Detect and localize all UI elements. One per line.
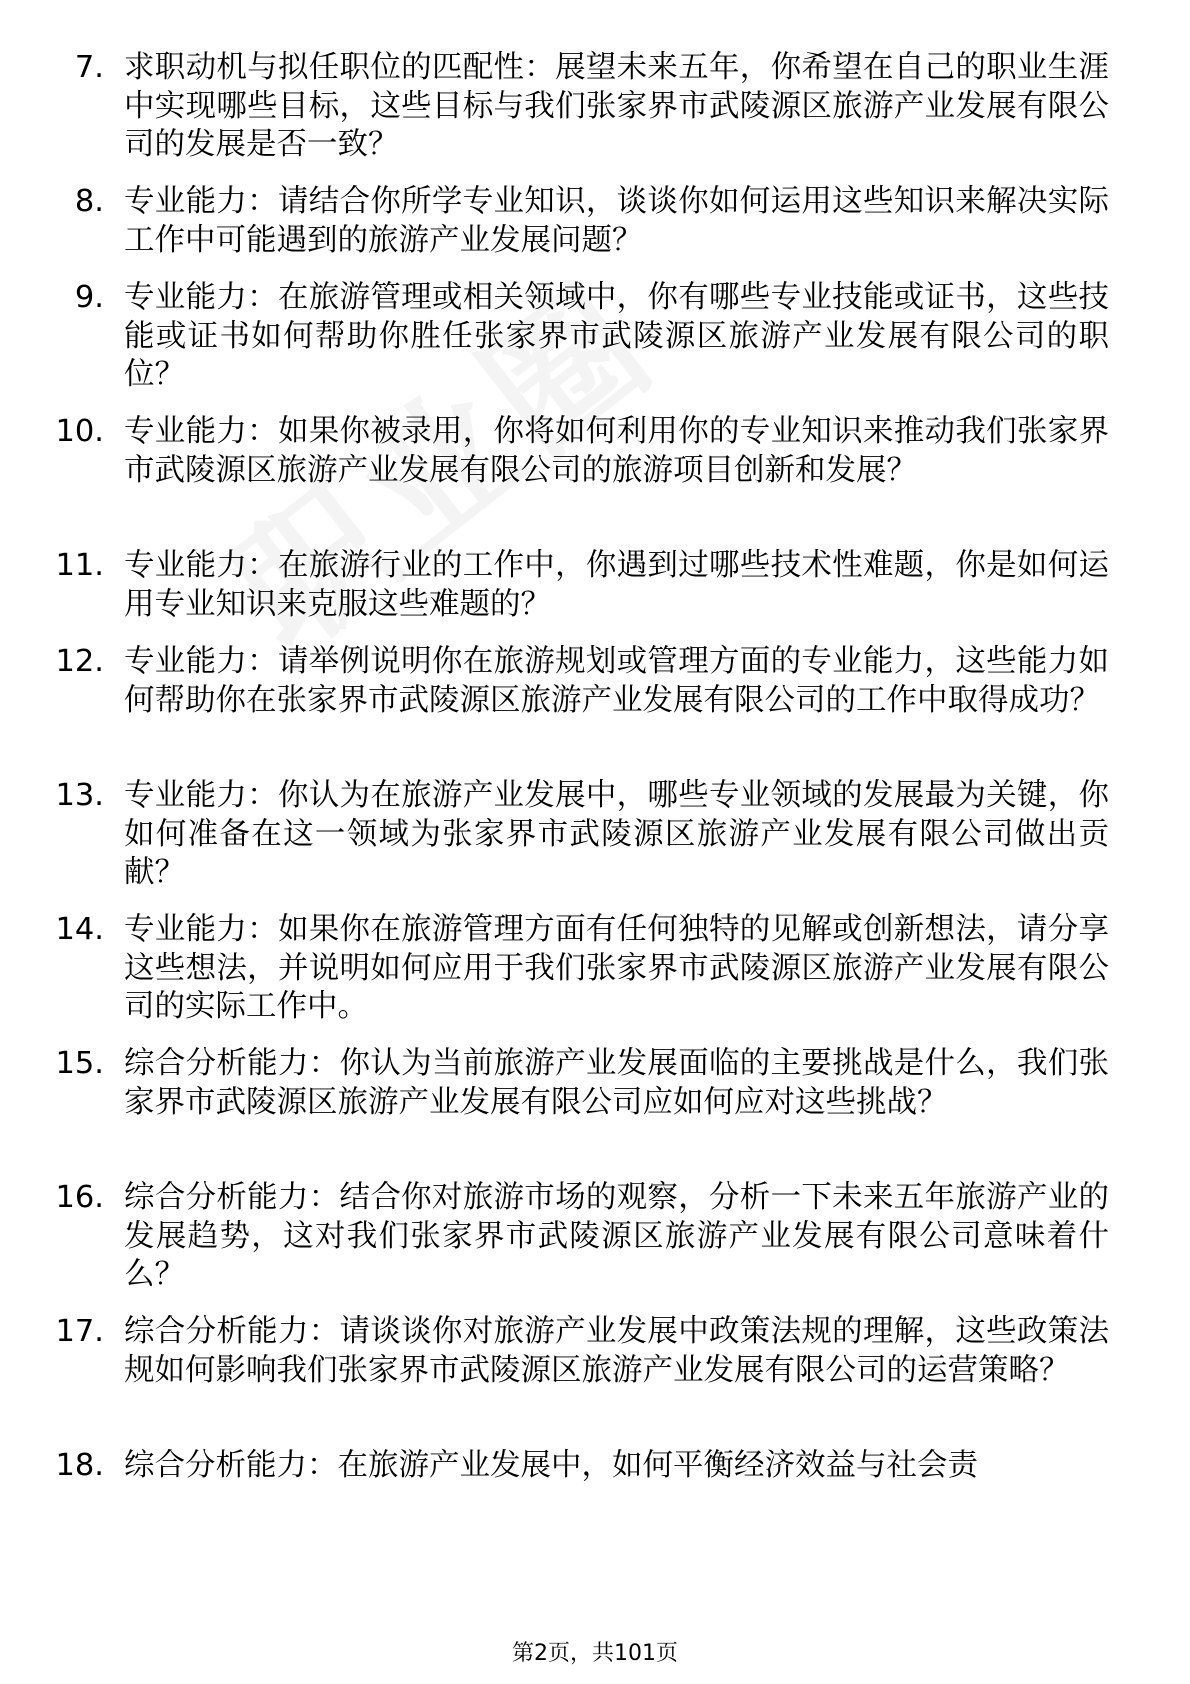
question-text: 专业能力：在旅游管理或相关领域中，你有哪些专业技能或证书，这些技能或证书如何帮助你胜任张家界市武陵源区旅游产业发展有限公司的职位？	[124, 280, 1109, 392]
question-number: 13.	[55, 778, 104, 813]
question-number: 11.	[55, 548, 104, 583]
question-text: 综合分析能力：在旅游产业发展中，如何平衡经济效益与社会责	[124, 1448, 978, 1483]
question-number: 14.	[55, 912, 104, 947]
question-text: 综合分析能力：你认为当前旅游产业发展面临的主要挑战是什么，我们张家界市武陵源区旅游产业发展有限公司应如何应对这些挑战？	[124, 1046, 1109, 1120]
question-number: 7.	[74, 50, 104, 85]
question-text: 专业能力：请举例说明你在旅游规划或管理方面的专业能力，这些能力如何帮助你在张家界市武陵源区旅游产业发展有限公司的工作中取得成功？	[124, 644, 1109, 718]
question-number: 15.	[55, 1046, 104, 1081]
question-text: 专业能力：在旅游行业的工作中，你遇到过哪些技术性难题，你是如何运用专业知识来克服这些难题的？	[124, 548, 1109, 622]
question-number: 18.	[55, 1448, 104, 1483]
question-text: 专业能力：你认为在旅游产业发展中，哪些专业领域的发展最为关键，你如何准备在这一领域为张家界市武陵源区旅游产业发展有限公司做出贡献？	[124, 778, 1109, 890]
page-number: 第2页，共101页	[512, 1641, 678, 1666]
question-text: 综合分析能力：结合你对旅游市场的观察，分析一下未来五年旅游产业的发展趋势，这对我们张家界市武陵源区旅游产业发展有限公司意味着什么？	[124, 1180, 1109, 1292]
question-number: 8.	[74, 184, 104, 219]
question-text: 综合分析能力：请谈谈你对旅游产业发展中政策法规的理解，这些政策法规如何影响我们张家界市武陵源区旅游产业发展有限公司的运营策略？	[124, 1314, 1109, 1388]
question-text: 求职动机与拟任职位的匹配性：展望未来五年，你希望在自己的职业生涯中实现哪些目标，这些目标与我们张家界市武陵源区旅游产业发展有限公司的发展是否一致？	[124, 50, 1109, 162]
question-text: 专业能力：如果你在旅游管理方面有任何独特的见解或创新想法，请分享这些想法，并说明如何应用于我们张家界市武陵源区旅游产业发展有限公司的实际工作中。	[124, 912, 1109, 1024]
question-number: 12.	[55, 644, 104, 679]
question-number: 10.	[55, 414, 104, 449]
question-text: 专业能力：请结合你所学专业知识，谈谈你如何运用这些知识来解决实际工作中可能遇到的旅游产业发展问题？	[124, 184, 1109, 258]
question-number: 17.	[55, 1314, 104, 1349]
question-number: 9.	[74, 280, 104, 315]
question-number: 16.	[55, 1180, 104, 1215]
question-text: 专业能力：如果你被录用，你将如何利用你的专业知识来推动我们张家界市武陵源区旅游产业发展有限公司的旅游项目创新和发展？	[124, 414, 1109, 488]
